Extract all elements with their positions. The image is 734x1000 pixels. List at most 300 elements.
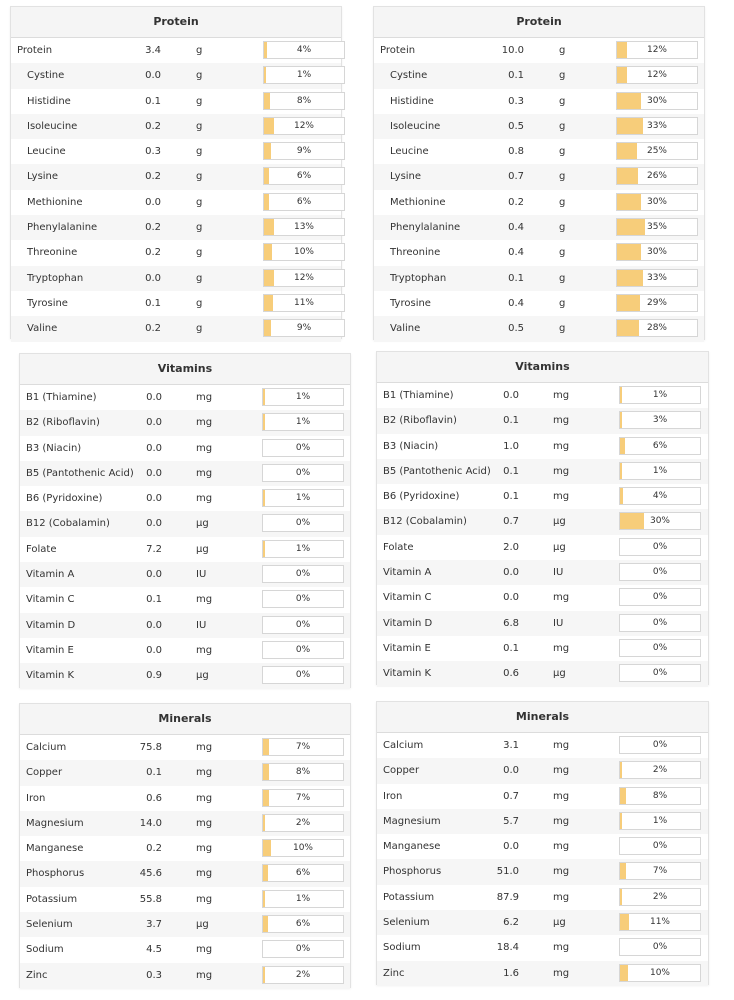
nutrient-name: Tyrosine — [390, 297, 431, 309]
daily-value-percent: 30% — [646, 196, 667, 207]
nutrient-unit: mg — [196, 843, 213, 855]
nutrient-amount: 0.1 — [145, 95, 161, 107]
nutrient-row — [11, 291, 341, 316]
daily-value-bar — [616, 218, 698, 236]
nutrient-row — [377, 661, 708, 686]
nutrient-unit: g — [559, 171, 566, 183]
nutrient-name: Sodium — [383, 942, 421, 954]
daily-value-percent: 9% — [296, 146, 312, 157]
nutrient-name: Manganese — [383, 841, 441, 853]
daily-value-percent: 10% — [649, 967, 670, 978]
nutrient-unit: g — [559, 222, 566, 234]
nutrient-row — [377, 885, 708, 910]
nutrient-name: Leucine — [390, 146, 429, 158]
nutrient-amount: 0.0 — [145, 70, 161, 82]
nutrient-row — [20, 836, 350, 861]
daily-value-percent: 6% — [652, 440, 668, 451]
panel-title: Minerals — [20, 704, 350, 735]
nutrient-name: Selenium — [26, 919, 73, 931]
nutrient-row — [11, 316, 341, 341]
nutrient-row — [11, 139, 341, 164]
daily-value-percent: 4% — [652, 491, 668, 502]
panel-title: Vitamins — [20, 354, 350, 385]
daily-value-bar — [619, 837, 701, 855]
nutrient-amount: 0.3 — [145, 146, 161, 158]
nutrient-name: Sodium — [26, 944, 64, 956]
daily-value-percent: 0% — [652, 740, 668, 750]
nutrient-unit: mg — [553, 942, 570, 954]
nutrient-unit: mg — [196, 767, 213, 779]
nutrient-row — [377, 459, 708, 484]
nutrient-amount: 0.0 — [146, 467, 162, 479]
panel-title: Protein — [11, 7, 341, 38]
daily-value-percent: 0% — [652, 617, 668, 628]
nutrient-unit: g — [196, 247, 203, 259]
daily-value-percent: 33% — [646, 272, 667, 283]
nutrient-unit: mg — [196, 417, 213, 429]
daily-value-bar — [262, 641, 344, 659]
daily-value-percent: 12% — [646, 45, 667, 55]
nutrient-unit: g — [559, 196, 566, 208]
nutrient-unit: g — [559, 146, 566, 158]
nutrient-name: Phenylalanine — [390, 222, 461, 234]
nutrient-unit: g — [196, 323, 203, 335]
nutrient-amount: 0.2 — [145, 222, 161, 234]
daily-value-bar — [616, 66, 698, 84]
nutrient-row — [11, 240, 341, 265]
daily-value-bar — [619, 462, 701, 480]
nutrient-name: Threonine — [390, 247, 441, 259]
daily-value-percent: 4% — [296, 45, 312, 55]
daily-value-percent: 0% — [652, 942, 668, 953]
nutrient-row — [20, 587, 350, 612]
daily-value-percent: 30% — [646, 247, 667, 258]
nutrient-amount: 10.0 — [501, 45, 524, 56]
nutrient-row — [377, 383, 708, 408]
daily-value-percent: 2% — [295, 817, 311, 828]
nutrient-name: Zinc — [383, 967, 405, 979]
daily-value-bar — [262, 565, 344, 583]
daily-value-percent: 0% — [295, 569, 311, 580]
nutrient-unit: µg — [553, 541, 566, 553]
nutrient-row — [20, 486, 350, 511]
daily-value-percent: 10% — [292, 843, 313, 854]
daily-value-bar — [619, 386, 701, 404]
nutrient-row — [377, 935, 708, 960]
daily-value-percent: 8% — [295, 767, 311, 778]
nutrient-amount: 2.0 — [503, 541, 519, 553]
nutrient-unit: mg — [553, 642, 570, 654]
panel-title: Vitamins — [377, 352, 708, 383]
nutrient-row — [374, 215, 704, 240]
nutrient-unit: mg — [196, 467, 213, 479]
daily-value-percent: 13% — [293, 222, 314, 233]
nutrient-amount: 6.8 — [503, 617, 519, 629]
nutrient-name: Copper — [26, 767, 63, 779]
nutrient-row — [374, 114, 704, 139]
nutrient-row — [20, 613, 350, 638]
nutrient-row — [20, 811, 350, 836]
nutrient-amount: 0.1 — [503, 465, 519, 477]
daily-value-percent: 1% — [652, 815, 668, 826]
nutrient-row — [377, 585, 708, 610]
daily-value-bar — [262, 789, 344, 807]
nutrient-name: Vitamin A — [26, 569, 75, 581]
nutrient-name: B2 (Riboflavin) — [26, 417, 100, 429]
daily-value-bar — [263, 66, 345, 84]
daily-value-bar — [619, 538, 701, 556]
nutrient-amount: 14.0 — [139, 817, 162, 829]
daily-value-bar — [619, 812, 701, 830]
nutrient-row — [20, 786, 350, 811]
nutrient-name: B6 (Pyridoxine) — [383, 491, 460, 503]
protein-panel-right — [373, 6, 705, 340]
nutrient-name: Vitamin D — [26, 619, 76, 631]
nutrient-unit: mg — [196, 969, 213, 981]
panel-title: Protein — [374, 7, 704, 38]
nutrient-amount: 5.7 — [503, 815, 519, 827]
daily-value-percent: 8% — [652, 790, 668, 801]
daily-value-bar — [262, 439, 344, 457]
daily-value-percent: 9% — [296, 323, 312, 334]
daily-value-bar — [263, 243, 345, 261]
nutrient-unit: mg — [196, 644, 213, 656]
daily-value-percent: 0% — [295, 442, 311, 453]
nutrient-name: B1 (Thiamine) — [383, 390, 454, 401]
daily-value-bar — [262, 489, 344, 507]
daily-value-bar — [619, 563, 701, 581]
nutrient-name: Vitamin E — [26, 644, 74, 656]
nutrient-unit: mg — [553, 740, 570, 751]
nutrient-name: Methionine — [390, 196, 446, 208]
daily-value-bar — [263, 218, 345, 236]
nutrient-amount: 0.1 — [508, 70, 524, 82]
nutrient-unit: g — [196, 70, 203, 82]
daily-value-bar — [616, 41, 698, 59]
daily-value-percent: 1% — [652, 465, 668, 476]
nutrient-name: B12 (Cobalamin) — [26, 518, 110, 530]
nutrient-name: Iron — [26, 792, 46, 804]
nutrient-amount: 0.0 — [146, 392, 162, 403]
nutrient-name: Vitamin D — [383, 617, 433, 629]
daily-value-percent: 11% — [649, 917, 670, 928]
daily-value-percent: 0% — [652, 642, 668, 653]
nutrient-unit: mg — [553, 866, 570, 878]
daily-value-bar — [263, 142, 345, 160]
nutrient-name: Selenium — [383, 917, 430, 929]
nutrient-unit: mg — [553, 841, 570, 853]
nutrient-unit: mg — [196, 742, 213, 753]
nutrient-name: Phosphorus — [383, 866, 442, 878]
nutrient-row — [11, 89, 341, 114]
nutrient-name: Copper — [383, 765, 420, 777]
nutrient-unit: g — [196, 171, 203, 183]
daily-value-bar — [619, 761, 701, 779]
nutrient-row — [20, 436, 350, 461]
daily-value-bar — [619, 664, 701, 682]
daily-value-percent: 33% — [646, 120, 667, 131]
daily-value-percent: 8% — [296, 95, 312, 106]
nutrient-amount: 6.2 — [503, 917, 519, 929]
daily-value-percent: 12% — [293, 120, 314, 131]
nutrient-amount: 51.0 — [496, 866, 519, 878]
nutrient-unit: mg — [553, 415, 570, 427]
daily-value-bar — [262, 763, 344, 781]
nutrient-name: Valine — [390, 323, 421, 335]
nutrient-amount: 0.6 — [503, 668, 519, 680]
daily-value-percent: 0% — [652, 668, 668, 679]
nutrient-row — [377, 733, 708, 758]
daily-value-bar — [619, 614, 701, 632]
nutrient-amount: 0.4 — [508, 247, 524, 259]
daily-value-percent: 30% — [649, 516, 670, 527]
panel-title: Minerals — [377, 702, 708, 733]
nutrient-unit: g — [559, 323, 566, 335]
daily-value-bar — [262, 814, 344, 832]
daily-value-bar — [262, 864, 344, 882]
nutrient-amount: 0.0 — [146, 442, 162, 454]
nutrient-row — [377, 910, 708, 935]
daily-value-bar — [616, 117, 698, 135]
daily-value-bar — [262, 464, 344, 482]
nutrient-row — [377, 535, 708, 560]
nutrient-amount: 0.4 — [508, 297, 524, 309]
daily-value-bar — [616, 142, 698, 160]
nutrient-amount: 0.0 — [503, 841, 519, 853]
nutrient-row — [374, 89, 704, 114]
nutrient-unit: mg — [553, 440, 570, 452]
daily-value-percent: 11% — [293, 297, 314, 308]
nutrient-name: Vitamin K — [26, 670, 75, 682]
nutrient-amount: 0.0 — [503, 567, 519, 579]
nutrient-amount: 0.7 — [503, 516, 519, 528]
nutrient-row — [20, 760, 350, 785]
daily-value-bar — [616, 294, 698, 312]
daily-value-bar — [263, 117, 345, 135]
nutrient-unit: g — [559, 45, 566, 56]
nutrient-amount: 0.3 — [508, 95, 524, 107]
nutrient-name: B3 (Niacin) — [26, 442, 82, 454]
nutrient-name: B6 (Pyridoxine) — [26, 493, 103, 505]
daily-value-percent: 1% — [295, 392, 311, 402]
daily-value-percent: 1% — [652, 390, 668, 400]
daily-value-bar — [262, 890, 344, 908]
protein-panel-left — [10, 6, 342, 339]
daily-value-bar — [262, 915, 344, 933]
nutrient-row — [377, 961, 708, 986]
nutrient-amount: 0.7 — [508, 171, 524, 183]
nutrient-amount: 0.1 — [503, 642, 519, 654]
daily-value-bar — [263, 167, 345, 185]
nutrient-row — [20, 861, 350, 886]
nutrient-amount: 0.0 — [146, 518, 162, 530]
nutrient-name: Tyrosine — [27, 297, 68, 309]
daily-value-percent: 26% — [646, 171, 667, 182]
nutrient-amount: 0.2 — [145, 171, 161, 183]
nutrient-unit: IU — [553, 617, 564, 629]
nutrient-row — [20, 461, 350, 486]
daily-value-bar — [619, 938, 701, 956]
daily-value-percent: 0% — [652, 541, 668, 552]
nutrient-unit: g — [559, 247, 566, 259]
nutrient-row — [377, 434, 708, 459]
nutrient-row — [20, 511, 350, 536]
nutrient-unit: g — [196, 272, 203, 284]
nutrient-amount: 0.0 — [145, 272, 161, 284]
nutrient-name: Magnesium — [26, 817, 84, 829]
nutrient-row — [377, 859, 708, 884]
nutrient-amount: 3.4 — [145, 45, 161, 56]
daily-value-percent: 29% — [646, 297, 667, 308]
nutrient-unit: mg — [196, 817, 213, 829]
nutrient-row — [377, 809, 708, 834]
nutrient-amount: 4.5 — [146, 944, 162, 956]
nutrient-unit: mg — [196, 944, 213, 956]
daily-value-bar — [262, 738, 344, 756]
daily-value-percent: 0% — [295, 644, 311, 655]
nutrient-row — [377, 484, 708, 509]
nutrient-unit: mg — [553, 891, 570, 903]
nutrient-row — [377, 758, 708, 783]
nutrient-row — [374, 240, 704, 265]
daily-value-bar — [616, 167, 698, 185]
daily-value-percent: 2% — [295, 969, 311, 980]
nutrient-name: Isoleucine — [390, 120, 441, 132]
daily-value-percent: 0% — [295, 944, 311, 955]
nutrient-name: Vitamin A — [383, 567, 432, 579]
nutrient-name: Cystine — [390, 70, 428, 82]
nutrient-row — [11, 190, 341, 215]
nutrient-amount: 0.0 — [503, 592, 519, 604]
daily-value-bar — [619, 487, 701, 505]
nutrient-unit: g — [196, 222, 203, 234]
nutrient-row — [377, 636, 708, 661]
daily-value-percent: 6% — [295, 919, 311, 930]
daily-value-percent: 1% — [295, 543, 311, 554]
daily-value-bar — [619, 512, 701, 530]
daily-value-bar — [616, 269, 698, 287]
daily-value-percent: 28% — [646, 323, 667, 334]
nutrient-unit: g — [559, 297, 566, 309]
daily-value-percent: 10% — [293, 247, 314, 258]
nutrient-name: Folate — [383, 541, 414, 553]
daily-value-bar — [619, 639, 701, 657]
nutrient-name: Vitamin E — [383, 642, 431, 654]
nutrient-amount: 0.0 — [146, 493, 162, 505]
daily-value-percent: 0% — [652, 841, 668, 852]
nutrient-name: Tryptophan — [390, 272, 447, 284]
nutrient-unit: µg — [196, 670, 209, 682]
nutrient-amount: 3.7 — [146, 919, 162, 931]
nutrient-amount: 1.6 — [503, 967, 519, 979]
nutrient-row — [377, 560, 708, 585]
nutrient-name: Cystine — [27, 70, 65, 82]
nutrient-amount: 0.1 — [145, 297, 161, 309]
nutrient-row — [11, 266, 341, 291]
nutrient-row — [374, 139, 704, 164]
daily-value-percent: 30% — [646, 95, 667, 106]
nutrient-row — [11, 63, 341, 88]
daily-value-percent: 2% — [652, 765, 668, 776]
nutrient-unit: IU — [553, 567, 564, 579]
nutrient-name: Potassium — [383, 891, 435, 903]
nutrient-name: B1 (Thiamine) — [26, 392, 97, 403]
nutrient-row — [377, 784, 708, 809]
nutrient-name: B12 (Cobalamin) — [383, 516, 467, 528]
nutrient-row — [377, 611, 708, 636]
daily-value-percent: 0% — [295, 670, 311, 681]
daily-value-bar — [619, 862, 701, 880]
nutrient-amount: 0.6 — [146, 792, 162, 804]
nutrient-name: Threonine — [27, 247, 78, 259]
nutrient-unit: mg — [196, 893, 213, 905]
daily-value-bar — [263, 319, 345, 337]
nutrient-row — [20, 937, 350, 962]
nutrient-row — [374, 266, 704, 291]
nutrient-unit: IU — [196, 569, 207, 581]
nutrient-name: B3 (Niacin) — [383, 440, 439, 452]
daily-value-bar — [262, 839, 344, 857]
nutrient-unit: g — [559, 120, 566, 132]
nutrient-unit: g — [196, 146, 203, 158]
nutrient-row — [11, 38, 341, 63]
nutrient-name: Vitamin C — [26, 594, 75, 606]
nutrient-name: B2 (Riboflavin) — [383, 415, 457, 427]
nutrient-row — [20, 638, 350, 663]
nutrient-unit: mg — [553, 592, 570, 604]
nutrient-row — [374, 190, 704, 215]
daily-value-percent: 0% — [295, 594, 311, 605]
nutrient-name: Folate — [26, 543, 57, 555]
nutrient-amount: 87.9 — [496, 891, 519, 903]
nutrient-name: Phosphorus — [26, 868, 85, 880]
nutrient-amount: 0.2 — [146, 843, 162, 855]
nutrient-amount: 0.0 — [145, 196, 161, 208]
nutrient-name: Potassium — [26, 893, 78, 905]
daily-value-percent: 0% — [652, 567, 668, 578]
daily-value-percent: 1% — [296, 70, 312, 81]
daily-value-bar — [262, 940, 344, 958]
nutrient-name: B5 (Pantothenic Acid) — [383, 465, 491, 477]
nutrient-name: Methionine — [27, 196, 83, 208]
daily-value-bar — [616, 193, 698, 211]
daily-value-bar — [262, 666, 344, 684]
nutrient-row — [20, 735, 350, 760]
nutrient-unit: IU — [196, 619, 207, 631]
nutrient-unit: mg — [196, 594, 213, 606]
daily-value-bar — [616, 319, 698, 337]
nutrient-unit: g — [559, 95, 566, 107]
nutrient-unit: g — [196, 297, 203, 309]
nutrient-row — [11, 164, 341, 189]
nutrient-amount: 0.7 — [503, 790, 519, 802]
daily-value-percent: 1% — [295, 417, 311, 428]
nutrient-amount: 0.4 — [508, 222, 524, 234]
daily-value-bar — [262, 966, 344, 984]
nutrient-name: Lysine — [27, 171, 59, 183]
nutrient-row — [20, 562, 350, 587]
nutrient-unit: mg — [553, 815, 570, 827]
nutrient-unit: mg — [196, 442, 213, 454]
nutrient-unit: µg — [553, 516, 566, 528]
nutrient-name: Tryptophan — [27, 272, 84, 284]
nutrient-unit: mg — [553, 390, 570, 401]
daily-value-bar — [619, 787, 701, 805]
nutrient-unit: mg — [196, 792, 213, 804]
daily-value-percent: 35% — [646, 222, 667, 233]
daily-value-percent: 2% — [652, 891, 668, 902]
nutrient-unit: µg — [196, 518, 209, 530]
